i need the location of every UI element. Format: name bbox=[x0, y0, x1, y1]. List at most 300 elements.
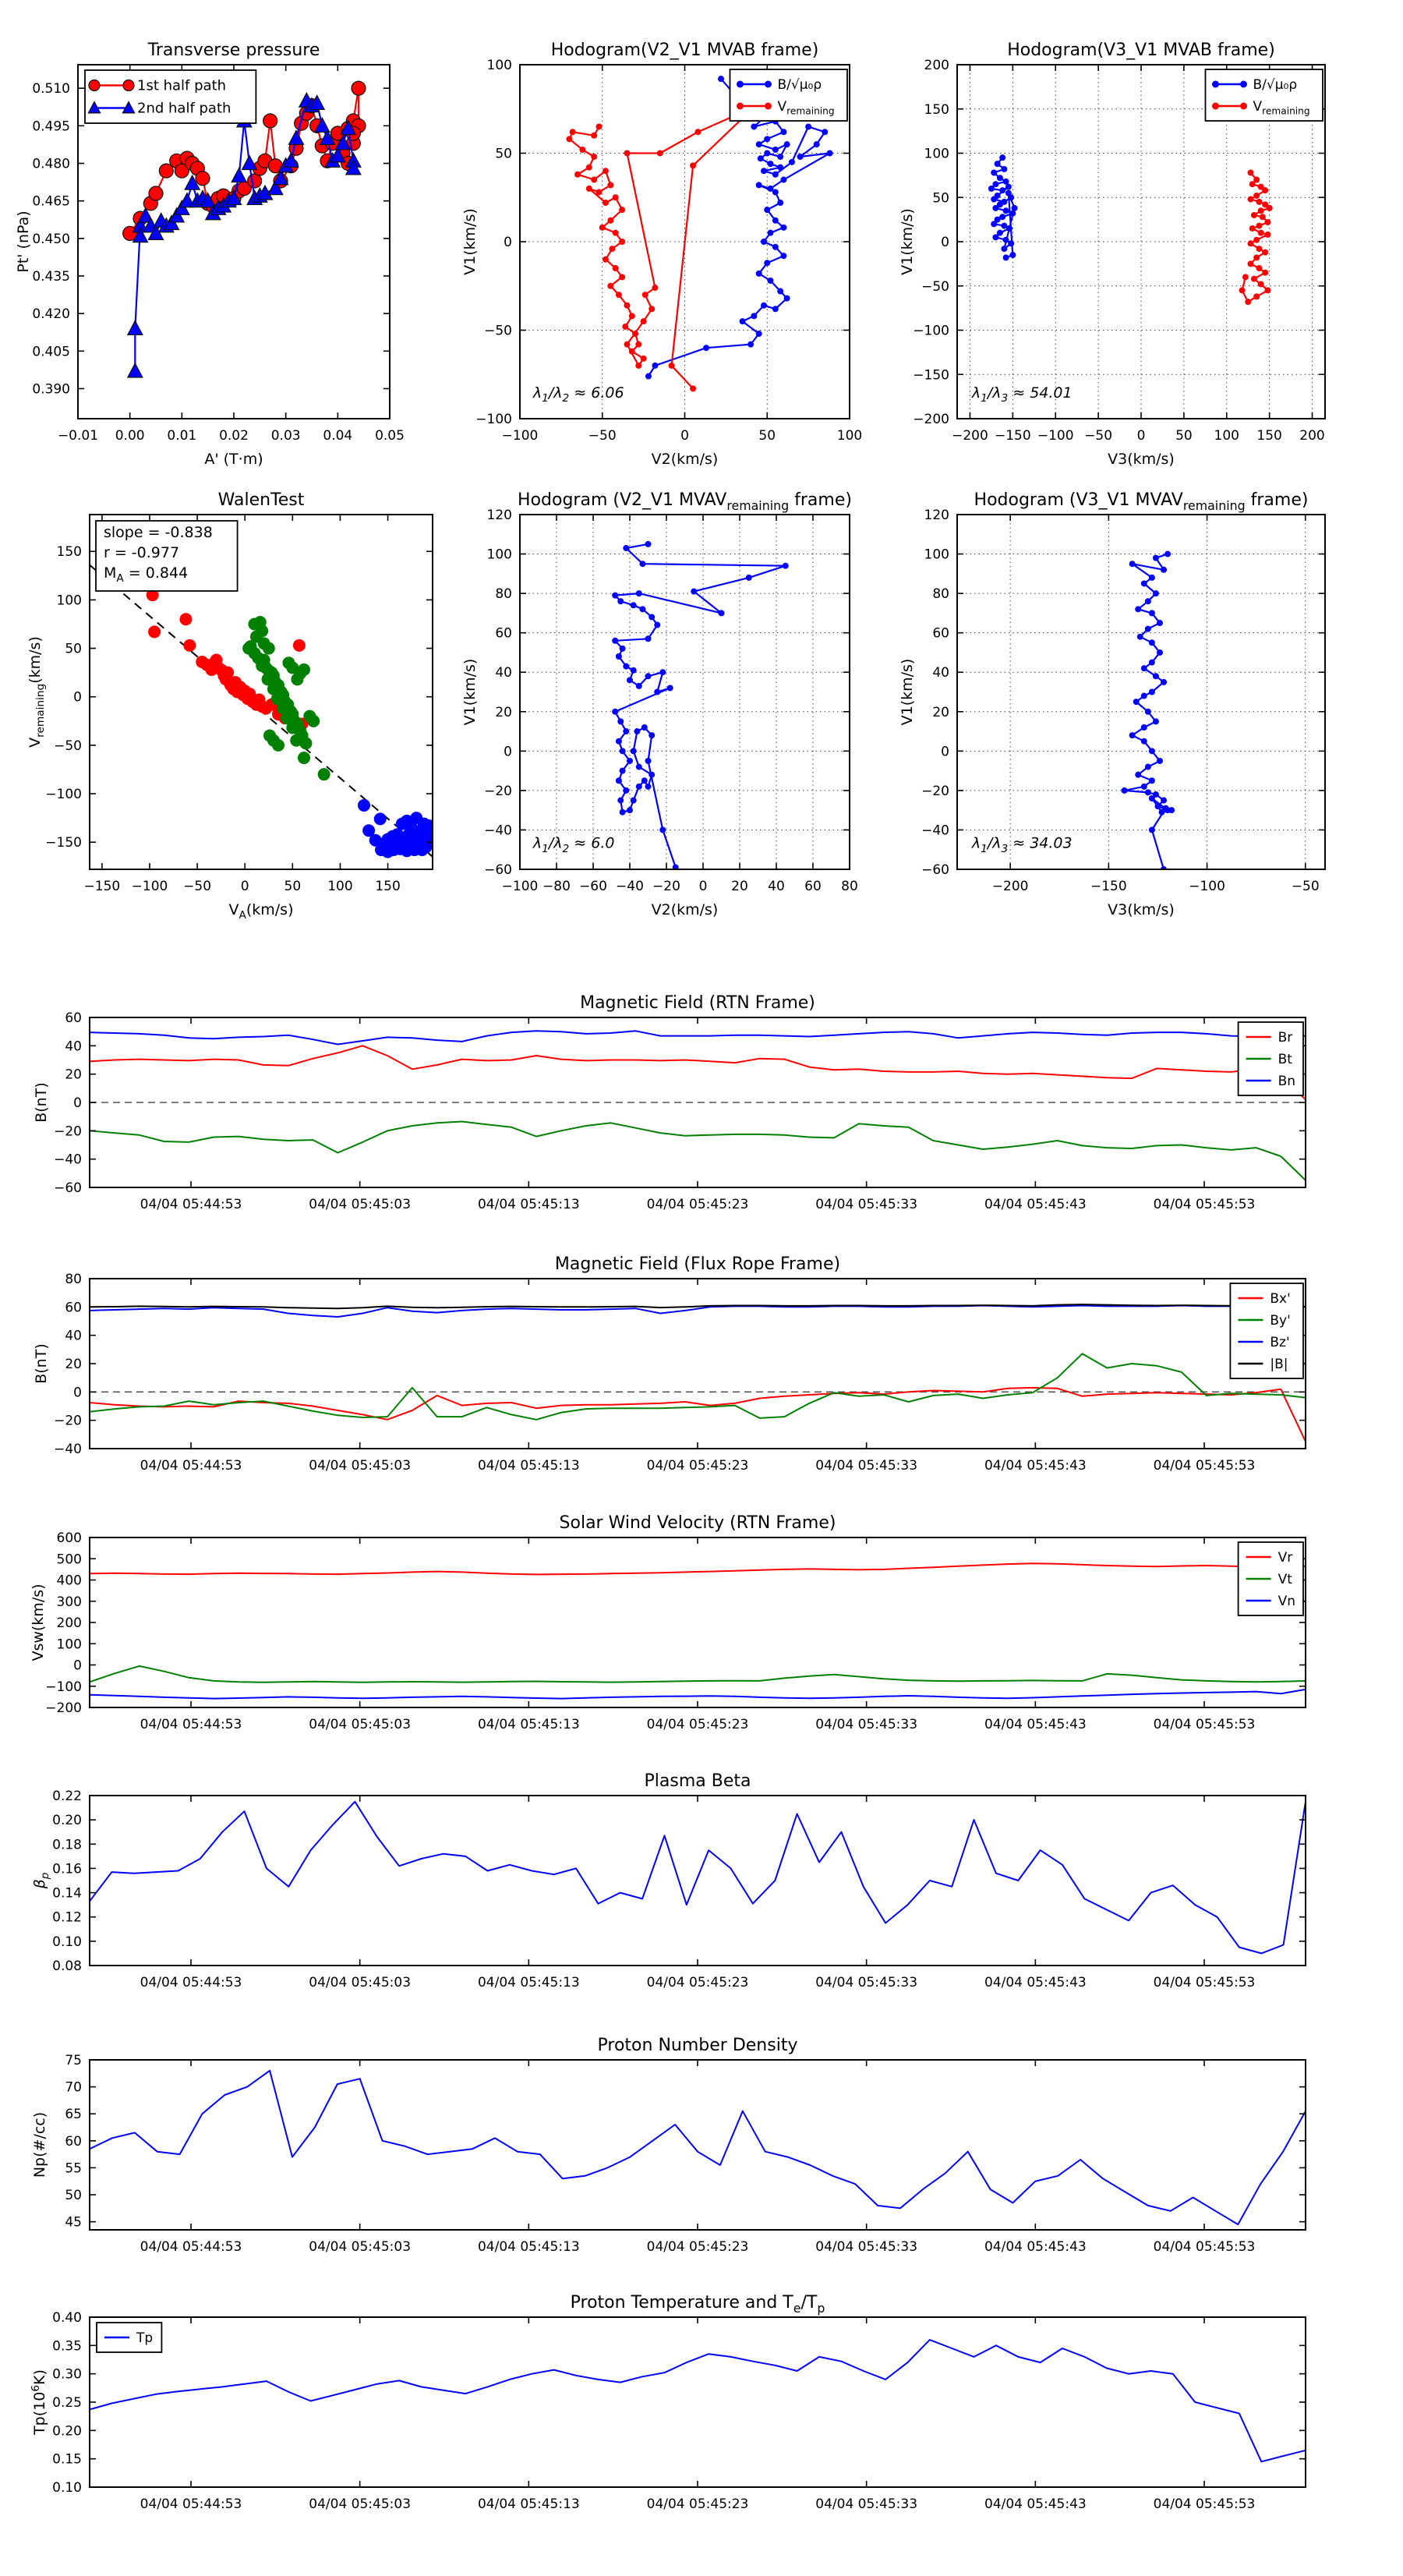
marker bbox=[1141, 738, 1147, 745]
marker bbox=[183, 639, 196, 652]
marker bbox=[307, 715, 320, 727]
y-tick-label: 200 bbox=[56, 1615, 82, 1631]
marker bbox=[772, 189, 779, 195]
y-tick-label: 0.420 bbox=[32, 306, 70, 323]
marker bbox=[318, 768, 330, 780]
marker bbox=[822, 129, 828, 135]
series-B- bbox=[988, 154, 1018, 260]
y-tick-label: 0.08 bbox=[52, 1959, 82, 1974]
marker bbox=[627, 677, 633, 683]
marker bbox=[1164, 551, 1171, 557]
series-V-remaining- bbox=[1239, 169, 1273, 305]
y-tick-label: −200 bbox=[45, 1700, 82, 1716]
marker bbox=[289, 130, 304, 144]
y-axis-label: V1(km/s) bbox=[461, 208, 479, 275]
y-tick-label: −200 bbox=[913, 412, 949, 427]
marker bbox=[718, 76, 724, 82]
marker bbox=[999, 154, 1005, 161]
marker bbox=[783, 563, 789, 569]
x-tick-label: 04/04 05:45:13 bbox=[477, 1975, 580, 1990]
y-tick-label: 0 bbox=[504, 235, 512, 250]
x-tick-label: −150 bbox=[994, 428, 1031, 444]
plot-b-fluxrope bbox=[33, 1254, 1306, 1474]
plot-title: WalenTest bbox=[217, 490, 305, 510]
y-tick-label: 0.20 bbox=[52, 1813, 82, 1829]
x-tick-label: 04/04 05:45:13 bbox=[477, 1458, 580, 1474]
y-tick-label: 100 bbox=[56, 1637, 82, 1653]
y-tick-label: 0 bbox=[504, 744, 512, 760]
marker bbox=[1240, 103, 1247, 110]
marker bbox=[623, 787, 629, 794]
marker bbox=[780, 253, 786, 259]
marker bbox=[636, 683, 642, 689]
marker bbox=[784, 295, 790, 302]
y-axis bbox=[45, 1530, 1306, 1716]
x-tick-label: 04/04 05:45:03 bbox=[309, 1458, 412, 1474]
y-tick-label: 120 bbox=[486, 508, 512, 523]
marker bbox=[995, 161, 1001, 167]
x-tick-label: 04/04 05:45:23 bbox=[646, 1975, 749, 1990]
marker bbox=[293, 639, 306, 652]
marker bbox=[1251, 212, 1257, 218]
x-tick-label: 150 bbox=[375, 879, 401, 894]
y-tick-label: −20 bbox=[54, 1413, 82, 1429]
series-Np bbox=[90, 2071, 1306, 2224]
marker bbox=[1245, 299, 1251, 305]
marker bbox=[1145, 598, 1151, 604]
y-tick-label: 50 bbox=[932, 190, 949, 207]
marker bbox=[667, 685, 673, 691]
marker bbox=[1262, 187, 1268, 193]
marker bbox=[777, 154, 783, 160]
series-layer bbox=[90, 1802, 1306, 1954]
x-tick-label: −100 bbox=[131, 879, 168, 894]
marker bbox=[636, 590, 642, 596]
series-layer bbox=[90, 2071, 1306, 2224]
y-tick-label: −20 bbox=[54, 1123, 82, 1140]
marker bbox=[1135, 606, 1141, 612]
marker bbox=[612, 709, 618, 715]
legend bbox=[97, 2323, 161, 2352]
marker bbox=[231, 168, 246, 182]
y-tick-label: −50 bbox=[54, 738, 82, 754]
x-tick-label: −20 bbox=[652, 879, 680, 894]
marker bbox=[1001, 246, 1007, 252]
axes-frame bbox=[90, 2060, 1306, 2230]
marker bbox=[652, 285, 658, 291]
marker bbox=[797, 154, 804, 160]
legend-label: Tp bbox=[136, 2330, 154, 2346]
y-tick-label: −40 bbox=[484, 823, 512, 839]
series-layer bbox=[566, 76, 835, 391]
marker bbox=[648, 732, 655, 738]
marker bbox=[1240, 81, 1247, 88]
marker bbox=[1149, 748, 1155, 754]
marker bbox=[123, 80, 134, 91]
marker bbox=[208, 656, 221, 669]
y-tick-label: 60 bbox=[932, 625, 949, 642]
y-tick-label: 50 bbox=[495, 146, 512, 162]
x-tick-label: 0.05 bbox=[375, 428, 405, 444]
series-Bt bbox=[90, 1122, 1306, 1180]
marker bbox=[1012, 205, 1018, 211]
x-axis bbox=[140, 1537, 1256, 1732]
marker bbox=[616, 292, 622, 298]
marker bbox=[1145, 709, 1151, 715]
marker bbox=[1129, 561, 1136, 567]
marker bbox=[737, 103, 744, 110]
marker bbox=[669, 363, 675, 369]
marker bbox=[629, 349, 635, 355]
marker bbox=[642, 292, 648, 298]
x-tick-label: 100 bbox=[327, 879, 353, 894]
marker bbox=[1248, 196, 1254, 203]
marker bbox=[1141, 665, 1147, 671]
marker bbox=[148, 625, 161, 638]
marker bbox=[1001, 166, 1007, 172]
plot-title: Hodogram (V3_V1 $MVAV_{remaining}$ frame) bbox=[974, 490, 1309, 513]
x-tick-label: 04/04 05:45:33 bbox=[815, 1975, 918, 1990]
y-tick-label: 0.10 bbox=[52, 2480, 82, 2496]
marker bbox=[999, 187, 1005, 193]
marker bbox=[596, 123, 603, 129]
marker bbox=[691, 589, 697, 595]
x-tick-label: 04/04 05:44:53 bbox=[140, 1717, 242, 1732]
y-axis-label: B(nT) bbox=[33, 1082, 50, 1123]
marker bbox=[1248, 169, 1254, 175]
series-layer bbox=[988, 154, 1273, 305]
marker bbox=[1253, 237, 1260, 243]
legend-label: B/√μ₀ρ bbox=[1253, 77, 1298, 93]
y-tick-label: 600 bbox=[56, 1530, 82, 1546]
legend-label: By' bbox=[1270, 1313, 1291, 1329]
marker bbox=[352, 81, 366, 95]
x-tick-label: 04/04 05:45:03 bbox=[309, 1717, 412, 1732]
x-tick-label: 04/04 05:45:53 bbox=[1153, 1717, 1256, 1732]
stats-line: slope = -0.838 bbox=[104, 524, 213, 541]
marker bbox=[1258, 281, 1264, 287]
x-tick-label: 04/04 05:45:03 bbox=[309, 2239, 412, 2255]
marker bbox=[639, 606, 645, 612]
y-tick-label: 20 bbox=[932, 704, 949, 720]
plot-title: Hodogram(V3_V1 MVAB frame) bbox=[1007, 41, 1275, 60]
marker bbox=[740, 318, 746, 324]
x-tick-label: 0 bbox=[698, 879, 708, 894]
stats-line: $M_A = 0.844$ bbox=[104, 564, 189, 586]
marker bbox=[997, 175, 1003, 181]
marker bbox=[1264, 287, 1270, 293]
marker bbox=[263, 114, 277, 128]
marker bbox=[765, 103, 772, 110]
marker bbox=[751, 313, 757, 319]
x-tick-label: −60 bbox=[579, 879, 607, 894]
marker bbox=[764, 150, 770, 157]
x-tick-label: 0.00 bbox=[115, 428, 145, 444]
x-tick-label: 04/04 05:44:53 bbox=[140, 1458, 242, 1474]
series-layer bbox=[90, 1563, 1306, 1698]
marker bbox=[635, 341, 641, 348]
marker bbox=[1253, 254, 1260, 260]
y-tick-label: 20 bbox=[495, 704, 512, 720]
x-tick-label: 04/04 05:45:53 bbox=[1153, 1458, 1256, 1474]
y-tick-label: 0.25 bbox=[52, 2395, 82, 2411]
y-axis bbox=[65, 2053, 1306, 2231]
y-tick-label: 0.40 bbox=[52, 2310, 82, 2326]
plot-proton-temp bbox=[30, 2293, 1306, 2512]
grid bbox=[520, 515, 850, 869]
y-tick-label: 0 bbox=[73, 1095, 82, 1111]
x-tick-label: 04/04 05:44:53 bbox=[140, 1197, 242, 1212]
marker bbox=[1003, 207, 1009, 214]
x-tick-label: 50 bbox=[758, 428, 776, 444]
marker bbox=[1145, 789, 1151, 795]
x-tick-label: 0 bbox=[240, 879, 249, 894]
marker bbox=[394, 843, 406, 855]
marker bbox=[1129, 732, 1136, 738]
marker bbox=[1163, 805, 1169, 812]
marker bbox=[645, 758, 652, 764]
y-tick-label: 0.465 bbox=[32, 193, 70, 210]
y-tick-label: −150 bbox=[45, 835, 82, 851]
y-tick-label: 40 bbox=[495, 665, 512, 681]
y-tick-label: 60 bbox=[65, 1010, 82, 1026]
marker bbox=[624, 150, 630, 157]
series-Tp bbox=[90, 2340, 1306, 2461]
y-tick-label: 0.30 bbox=[52, 2366, 82, 2383]
marker bbox=[620, 768, 626, 774]
marker bbox=[1141, 724, 1147, 731]
marker bbox=[1153, 673, 1159, 679]
legend-label: $V_{remaining}$ bbox=[1253, 99, 1310, 117]
marker bbox=[690, 385, 696, 391]
marker bbox=[242, 156, 257, 170]
marker bbox=[603, 168, 609, 174]
y-tick-label: 0 bbox=[73, 1658, 82, 1674]
marker bbox=[149, 186, 163, 200]
y-tick-label: 0.20 bbox=[52, 2423, 82, 2440]
x-tick-label: 0.04 bbox=[323, 428, 353, 444]
annotation: $\lambda_1/\lambda_2 \approx 6.0$ bbox=[532, 834, 615, 855]
marker bbox=[756, 331, 762, 337]
legend-label: Bx' bbox=[1270, 1291, 1291, 1307]
series-Bx' bbox=[90, 1388, 1306, 1442]
marker bbox=[623, 728, 629, 734]
plot-hodogram-v2v1-mvav bbox=[461, 490, 858, 918]
marker bbox=[652, 363, 658, 369]
legend bbox=[1239, 1542, 1303, 1615]
x-tick-label: 04/04 05:45:43 bbox=[984, 1197, 1087, 1212]
marker bbox=[1153, 590, 1159, 596]
y-tick-label: −40 bbox=[54, 1152, 82, 1168]
marker bbox=[1242, 274, 1249, 280]
x-tick-label: 04/04 05:45:43 bbox=[984, 2239, 1087, 2255]
plot-title: Transverse pressure bbox=[147, 41, 320, 60]
marker bbox=[719, 610, 725, 616]
marker bbox=[298, 752, 310, 764]
marker bbox=[1009, 252, 1016, 258]
marker bbox=[827, 150, 833, 157]
series-Vn bbox=[90, 1690, 1306, 1699]
marker bbox=[631, 798, 637, 804]
marker bbox=[992, 234, 998, 240]
y-tick-label: 0.35 bbox=[52, 2338, 82, 2355]
marker bbox=[1141, 693, 1147, 699]
x-tick-label: −50 bbox=[588, 428, 617, 444]
marker bbox=[777, 288, 783, 295]
series-V2-V1-path bbox=[612, 541, 789, 871]
plot-title: Solar Wind Velocity (RTN Frame) bbox=[559, 1513, 836, 1533]
x-tick-label: 0.02 bbox=[219, 428, 249, 444]
x-tick-label: −100 bbox=[501, 428, 539, 444]
y-tick-label: −60 bbox=[484, 862, 512, 878]
marker bbox=[641, 724, 648, 731]
marker bbox=[248, 174, 262, 188]
marker bbox=[1149, 660, 1155, 666]
series-Vt bbox=[90, 1666, 1306, 1683]
marker bbox=[632, 331, 638, 337]
marker bbox=[263, 729, 276, 741]
marker bbox=[612, 638, 618, 644]
marker bbox=[619, 207, 625, 213]
marker bbox=[623, 545, 629, 551]
y-tick-label: 0.16 bbox=[52, 1861, 82, 1877]
marker bbox=[784, 141, 790, 147]
marker bbox=[1161, 798, 1167, 804]
y-tick-label: −100 bbox=[913, 323, 949, 339]
marker bbox=[619, 274, 625, 280]
annotation: $\lambda_1/\lambda_3 \approx 54.01$ bbox=[971, 384, 1073, 405]
marker bbox=[648, 772, 655, 778]
x-tick-label: 80 bbox=[841, 879, 858, 894]
stats-line: r = -0.977 bbox=[104, 544, 180, 561]
marker bbox=[196, 172, 210, 186]
marker bbox=[627, 807, 633, 813]
marker bbox=[591, 177, 597, 183]
marker bbox=[758, 155, 764, 161]
x-tick-label: 04/04 05:45:33 bbox=[815, 1717, 918, 1732]
marker bbox=[703, 345, 709, 351]
marker bbox=[623, 663, 629, 670]
x-axis-label: V2(km/s) bbox=[651, 901, 719, 918]
x-tick-label: 04/04 05:45:33 bbox=[815, 1197, 918, 1212]
plot-hodogram-v3v1-mvab bbox=[899, 41, 1325, 468]
marker bbox=[747, 341, 754, 348]
x-tick-label: −100 bbox=[1189, 879, 1225, 894]
marker bbox=[619, 239, 625, 245]
marker bbox=[631, 667, 637, 674]
marker bbox=[591, 154, 597, 160]
marker bbox=[1133, 699, 1140, 705]
y-tick-label: 400 bbox=[56, 1573, 82, 1589]
marker bbox=[620, 809, 626, 816]
marker bbox=[772, 147, 779, 153]
x-tick-label: 40 bbox=[768, 879, 785, 894]
y-tick-label: −60 bbox=[921, 862, 949, 878]
marker bbox=[263, 642, 275, 655]
x-tick-label: 60 bbox=[804, 879, 822, 894]
y-tick-label: −40 bbox=[54, 1442, 82, 1457]
y-tick-label: 200 bbox=[924, 58, 949, 73]
y-tick-label: 0.510 bbox=[32, 81, 70, 97]
x-tick-label: 04/04 05:45:33 bbox=[815, 1458, 918, 1474]
marker bbox=[603, 257, 609, 263]
grid bbox=[957, 515, 1325, 869]
y-tick-label: 100 bbox=[486, 547, 512, 563]
legend-label: Vt bbox=[1278, 1572, 1292, 1587]
y-tick-label: 75 bbox=[65, 2053, 82, 2068]
series-V-remaining- bbox=[566, 104, 757, 391]
y-tick-label: 40 bbox=[65, 1328, 82, 1344]
x-tick-label: 04/04 05:45:13 bbox=[477, 1717, 580, 1732]
marker bbox=[991, 221, 997, 227]
legend bbox=[1205, 69, 1323, 121]
marker bbox=[751, 123, 757, 129]
y-tick-label: 0 bbox=[941, 235, 949, 250]
marker bbox=[767, 161, 773, 167]
x-tick-label: 04/04 05:45:43 bbox=[984, 1975, 1087, 1990]
y-tick-label: 0.12 bbox=[52, 1909, 82, 1926]
marker bbox=[639, 561, 645, 567]
y-axis-label: V1(km/s) bbox=[461, 658, 479, 726]
y-tick-label: 60 bbox=[495, 625, 512, 642]
x-tick-label: 04/04 05:45:23 bbox=[646, 1458, 749, 1474]
marker bbox=[631, 602, 637, 608]
marker bbox=[624, 303, 630, 309]
x-tick-label: 04/04 05:45:43 bbox=[984, 2496, 1087, 2512]
y-axis-label: Vsw(km/s) bbox=[30, 1583, 47, 1661]
marker bbox=[620, 748, 626, 754]
y-tick-label: 0.495 bbox=[32, 119, 70, 135]
y-tick-label: 100 bbox=[924, 547, 949, 563]
x-tick-label: 04/04 05:45:23 bbox=[646, 2239, 749, 2255]
plot-title: Plasma Beta bbox=[644, 1771, 751, 1791]
marker bbox=[607, 283, 613, 289]
y-axis-label: V1(km/s) bbox=[899, 658, 916, 726]
marker bbox=[221, 667, 234, 679]
marker bbox=[761, 168, 767, 174]
marker bbox=[772, 218, 779, 224]
marker bbox=[645, 635, 652, 642]
marker bbox=[756, 182, 762, 188]
marker bbox=[609, 246, 615, 252]
marker bbox=[1154, 803, 1161, 809]
series-Vr bbox=[90, 1563, 1306, 1574]
y-tick-label: −20 bbox=[921, 783, 949, 799]
marker bbox=[1153, 555, 1159, 561]
series-beta-p bbox=[90, 1802, 1306, 1954]
x-tick-label: −80 bbox=[542, 879, 571, 894]
marker bbox=[1149, 689, 1155, 695]
y-tick-label: 0.390 bbox=[32, 381, 70, 398]
marker bbox=[1256, 199, 1262, 205]
axes-frame bbox=[957, 515, 1325, 869]
marker bbox=[629, 313, 635, 319]
marker bbox=[1008, 240, 1014, 246]
y-tick-label: 50 bbox=[65, 641, 82, 657]
y-tick-label: 0.22 bbox=[52, 1789, 82, 1804]
y-tick-label: 0.15 bbox=[52, 2451, 82, 2468]
y-tick-label: 100 bbox=[924, 146, 949, 162]
marker bbox=[566, 136, 572, 142]
marker bbox=[645, 541, 652, 547]
marker bbox=[586, 165, 592, 171]
marker bbox=[780, 225, 786, 231]
y-tick-label: 0.18 bbox=[52, 1837, 82, 1853]
legend-label: Br bbox=[1278, 1030, 1293, 1046]
marker bbox=[690, 162, 696, 168]
x-tick-label: −100 bbox=[1037, 428, 1074, 444]
marker bbox=[767, 230, 773, 236]
